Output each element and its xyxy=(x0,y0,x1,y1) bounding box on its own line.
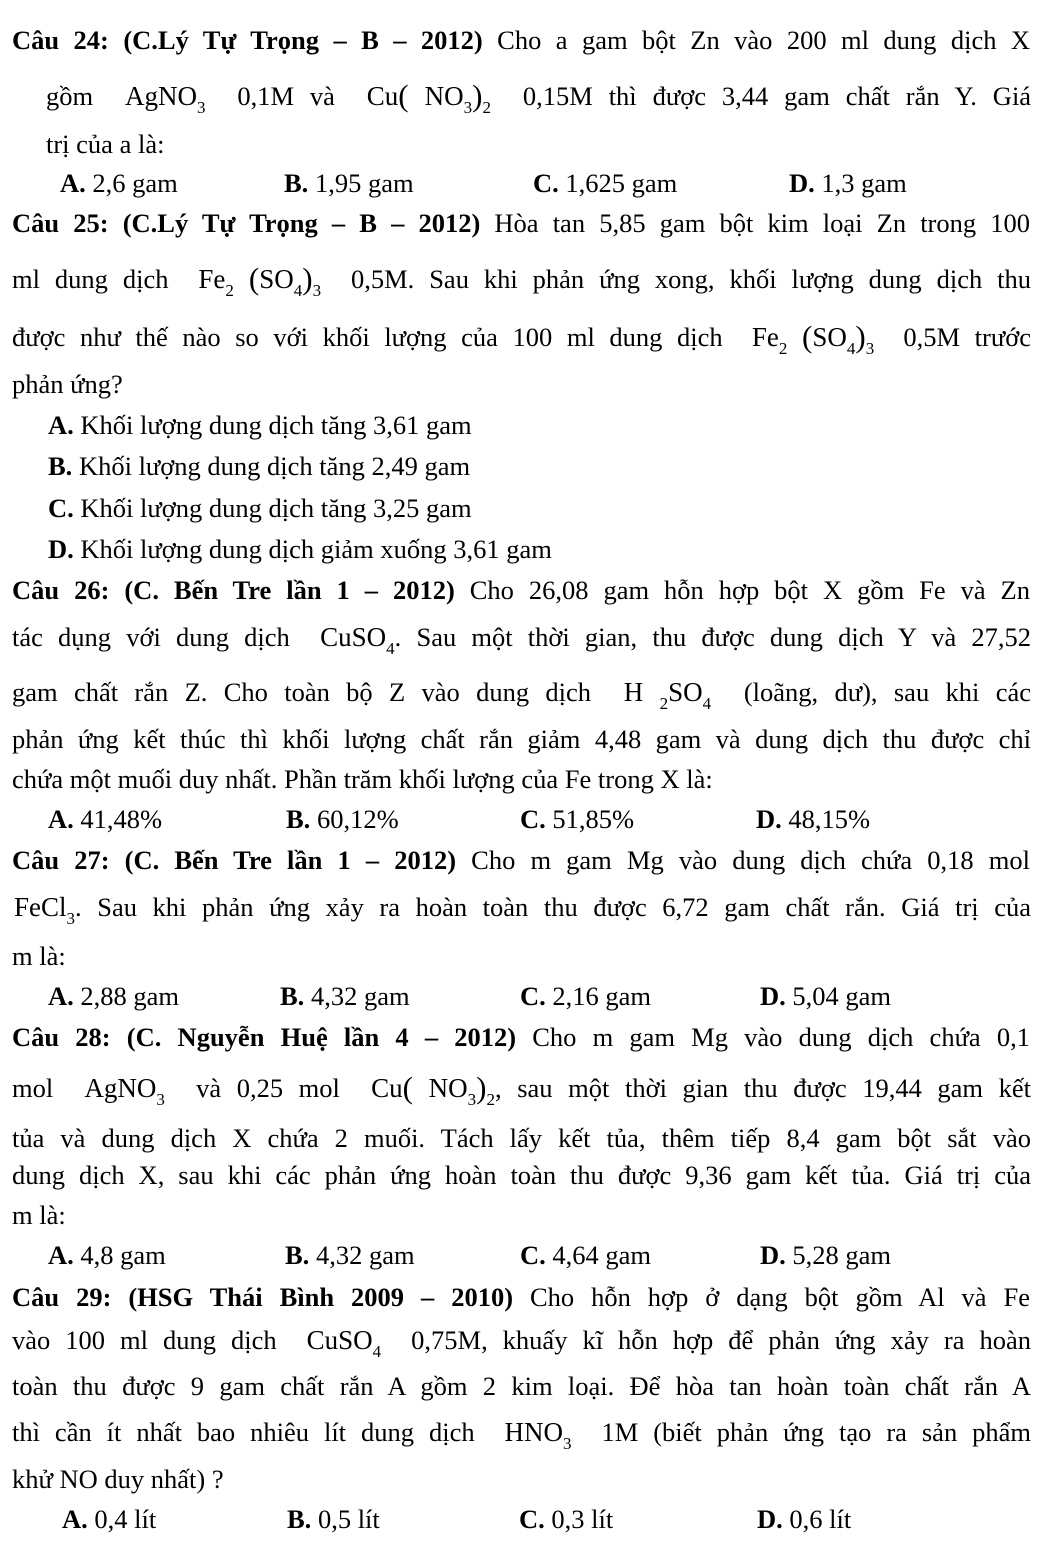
q24-line-3: trị của a là: xyxy=(46,129,165,159)
q25-option-b[interactable]: B. Khối lượng dung dịch tăng 2,49 gam xyxy=(48,451,471,481)
formula-fecl3: FeCl$_3$ xyxy=(14,892,76,928)
formula-fe2-so4-3: $Fe_2$ $(SO_4)_3$ xyxy=(751,319,875,358)
q29-source: (HSG Thái Bình 2009 – 2010) xyxy=(128,1282,514,1312)
q26-line-3: gam chất rắn Z. Cho toàn bộ Z vào dung dịch H $_2SO_4$ (loãng, dư), sau khi các xyxy=(12,677,1031,713)
q28-option-b[interactable]: B. 4,32 gam xyxy=(285,1240,415,1270)
q26-option-c[interactable]: C. 51,85% xyxy=(520,804,635,834)
q28-option-a[interactable]: A. 4,8 gam xyxy=(48,1240,166,1270)
q28-source: (C. Nguyễn Huệ lần 4 – 2012) xyxy=(126,1022,517,1052)
q29-option-a[interactable]: A. 0,4 lít xyxy=(62,1504,157,1534)
q29-option-d[interactable]: D. 0,6 lít xyxy=(757,1504,852,1534)
q25-option-a[interactable]: A. Khối lượng dung dịch tăng 3,61 gam xyxy=(48,410,472,440)
q27-option-d[interactable]: D. 5,04 gam xyxy=(760,981,892,1011)
q26-line-2: tác dụng với dung dịch CuSO$_4$. Sau một thời gian, thu được dung dịch Y và 27,52 xyxy=(12,622,1032,658)
q28-option-d[interactable]: D. 5,28 gam xyxy=(760,1240,892,1270)
formula-cu-no3-2: Cu( $NO_3)_2$ xyxy=(371,1070,495,1109)
formula-cuso4: CuSO$_4$ xyxy=(306,1325,382,1361)
formula-cu-no3-2: Cu( $NO_3)_2$ xyxy=(366,78,491,117)
formula-fe2-so4-3: $Fe_2$ $(SO_4)_3$ xyxy=(198,261,322,300)
q25-line-1: Câu 25: (C.Lý Tự Trọng – B – 2012) Hòa tan 5,85 gam bột kim loại Zn trong 100 xyxy=(12,208,1031,238)
q26-option-a[interactable]: A. 41,48% xyxy=(48,804,163,834)
q28-option-c[interactable]: C. 4,64 gam xyxy=(520,1240,652,1270)
q26-option-b[interactable]: B. 60,12% xyxy=(286,804,399,834)
q25-label: Câu 25: xyxy=(12,208,109,238)
q25-option-d[interactable]: D. Khối lượng dung dịch giảm xuống 3,61 gam xyxy=(48,534,552,564)
q27-option-b[interactable]: B. 4,32 gam xyxy=(280,981,410,1011)
q24-option-d[interactable]: D. 1,3 gam xyxy=(789,168,907,198)
q27-option-a[interactable]: A. 2,88 gam xyxy=(48,981,180,1011)
q25-option-c[interactable]: C. Khối lượng dung dịch tăng 3,25 gam xyxy=(48,493,472,523)
q25-line-4: phản ứng? xyxy=(12,369,123,399)
formula-hno3: $HNO_3$ xyxy=(504,1417,572,1453)
q27-source: (C. Bến Tre lần 1 – 2012) xyxy=(124,845,457,875)
q29-line-4: thì cần ít nhất bao nhiêu lít dung dịch $HNO_3$ 1M (biết phản ứng tạo ra sản phẩm xyxy=(12,1417,1032,1453)
q26-source: (C. Bến Tre lần 1 – 2012) xyxy=(124,575,455,605)
q26-option-d[interactable]: D. 48,15% xyxy=(756,804,871,834)
q24-source: (C.Lý Tự Trọng – B – 2012) xyxy=(123,25,483,55)
q29-option-b[interactable]: B. 0,5 lít xyxy=(287,1504,380,1534)
q24-label: Câu 24: xyxy=(12,25,109,55)
q27-line-2: FeCl$_3$. Sau khi phản ứng xảy ra hoàn toàn thu được 6,72 gam chất rắn. Giá trị của xyxy=(14,892,1031,928)
q27-option-c[interactable]: C. 2,16 gam xyxy=(520,981,652,1011)
q29-line-2: vào 100 ml dung dịch CuSO$_4$ 0,75M, khuấy kĩ hỗn hợp để phản ứng xảy ra hoàn xyxy=(12,1325,1032,1361)
q24-line-1: Câu 24: (C.Lý Tự Trọng – B – 2012) Cho a gam bột Zn vào 200 ml dung dịch X xyxy=(12,25,1031,55)
q26-label: Câu 26: xyxy=(12,575,110,605)
q27-line-3: m là: xyxy=(12,941,66,971)
q24-option-a[interactable]: A. 2,6 gam xyxy=(60,168,178,198)
q27-line-1: Câu 27: (C. Bến Tre lần 1 – 2012) Cho m gam Mg vào dung dịch chứa 0,18 mol xyxy=(12,845,1030,875)
formula-h2so4: H $_2SO_4$ xyxy=(623,677,712,713)
q29-line-1: Câu 29: (HSG Thái Bình 2009 – 2010) Cho hỗn hợp ở dạng bột gồm Al và Fe xyxy=(12,1282,1031,1312)
q28-line-5: m là: xyxy=(12,1200,66,1230)
q29-option-c[interactable]: C. 0,3 lít xyxy=(519,1504,614,1534)
q29-line-5: khử NO duy nhất) ? xyxy=(12,1464,224,1494)
q28-line-3: tủa và dung dịch X chứa 2 muối. Tách lấy kết tủa, thêm tiếp 8,4 gam bột sắt vào xyxy=(12,1123,1031,1153)
q28-line-1: Câu 28: (C. Nguyễn Huệ lần 4 – 2012) Cho m gam Mg vào dung dịch chứa 0,1 xyxy=(12,1022,1030,1052)
q28-label: Câu 28: xyxy=(12,1022,111,1052)
q28-line-4: dung dịch X, sau khi các phản ứng hoàn toàn thu được 9,36 gam kết tủa. Giá trị của xyxy=(12,1160,1031,1190)
q24-option-c[interactable]: C. 1,625 gam xyxy=(533,168,678,198)
q28-line-2: mol AgNO$_3$ và 0,25 mol Cu( $NO_3)_2$, sau một thời gian thu được 19,44 gam kết xyxy=(12,1070,1031,1109)
q26-line-4: phản ứng kết thúc thì khối lượng chất rắn giảm 4,48 gam và dung dịch thu được chỉ xyxy=(12,724,1031,754)
formula-agno3: AgNO$_3$ xyxy=(124,81,206,117)
q26-line-5: chứa một muối duy nhất. Phần trăm khối lượng của Fe trong X là: xyxy=(12,764,713,794)
q26-line-1: Câu 26: (C. Bến Tre lần 1 – 2012) Cho 26,08 gam hỗn hợp bột X gồm Fe và Zn xyxy=(12,575,1030,605)
q24-line-2: gồm AgNO$_3$ 0,1M và Cu( $NO_3)_2$ 0,15M thì được 3,44 gam chất rắn Y. Giá xyxy=(46,78,1032,117)
q29-label: Câu 29: xyxy=(12,1282,112,1312)
q25-line-2: ml dung dịch $Fe_2$ $(SO_4)_3$ 0,5M. Sau khi phản ứng xong, khối lượng dung dịch thu xyxy=(12,261,1032,300)
formula-agno3: AgNO$_3$ xyxy=(84,1073,165,1109)
q24-option-b[interactable]: B. 1,95 gam xyxy=(284,168,414,198)
formula-cuso4: CuSO$_4$ xyxy=(320,622,395,658)
q25-line-3: được như thế nào so với khối lượng của 100 ml dung dịch $Fe_2$ $(SO_4)_3$ 0,5M trước xyxy=(12,319,1032,358)
q27-label: Câu 27: xyxy=(12,845,110,875)
q25-source: (C.Lý Tự Trọng – B – 2012) xyxy=(122,208,481,238)
q29-line-3: toàn thu được 9 gam chất rắn A gồm 2 kim loại. Để hòa tan hoàn toàn chất rắn A xyxy=(12,1371,1031,1401)
